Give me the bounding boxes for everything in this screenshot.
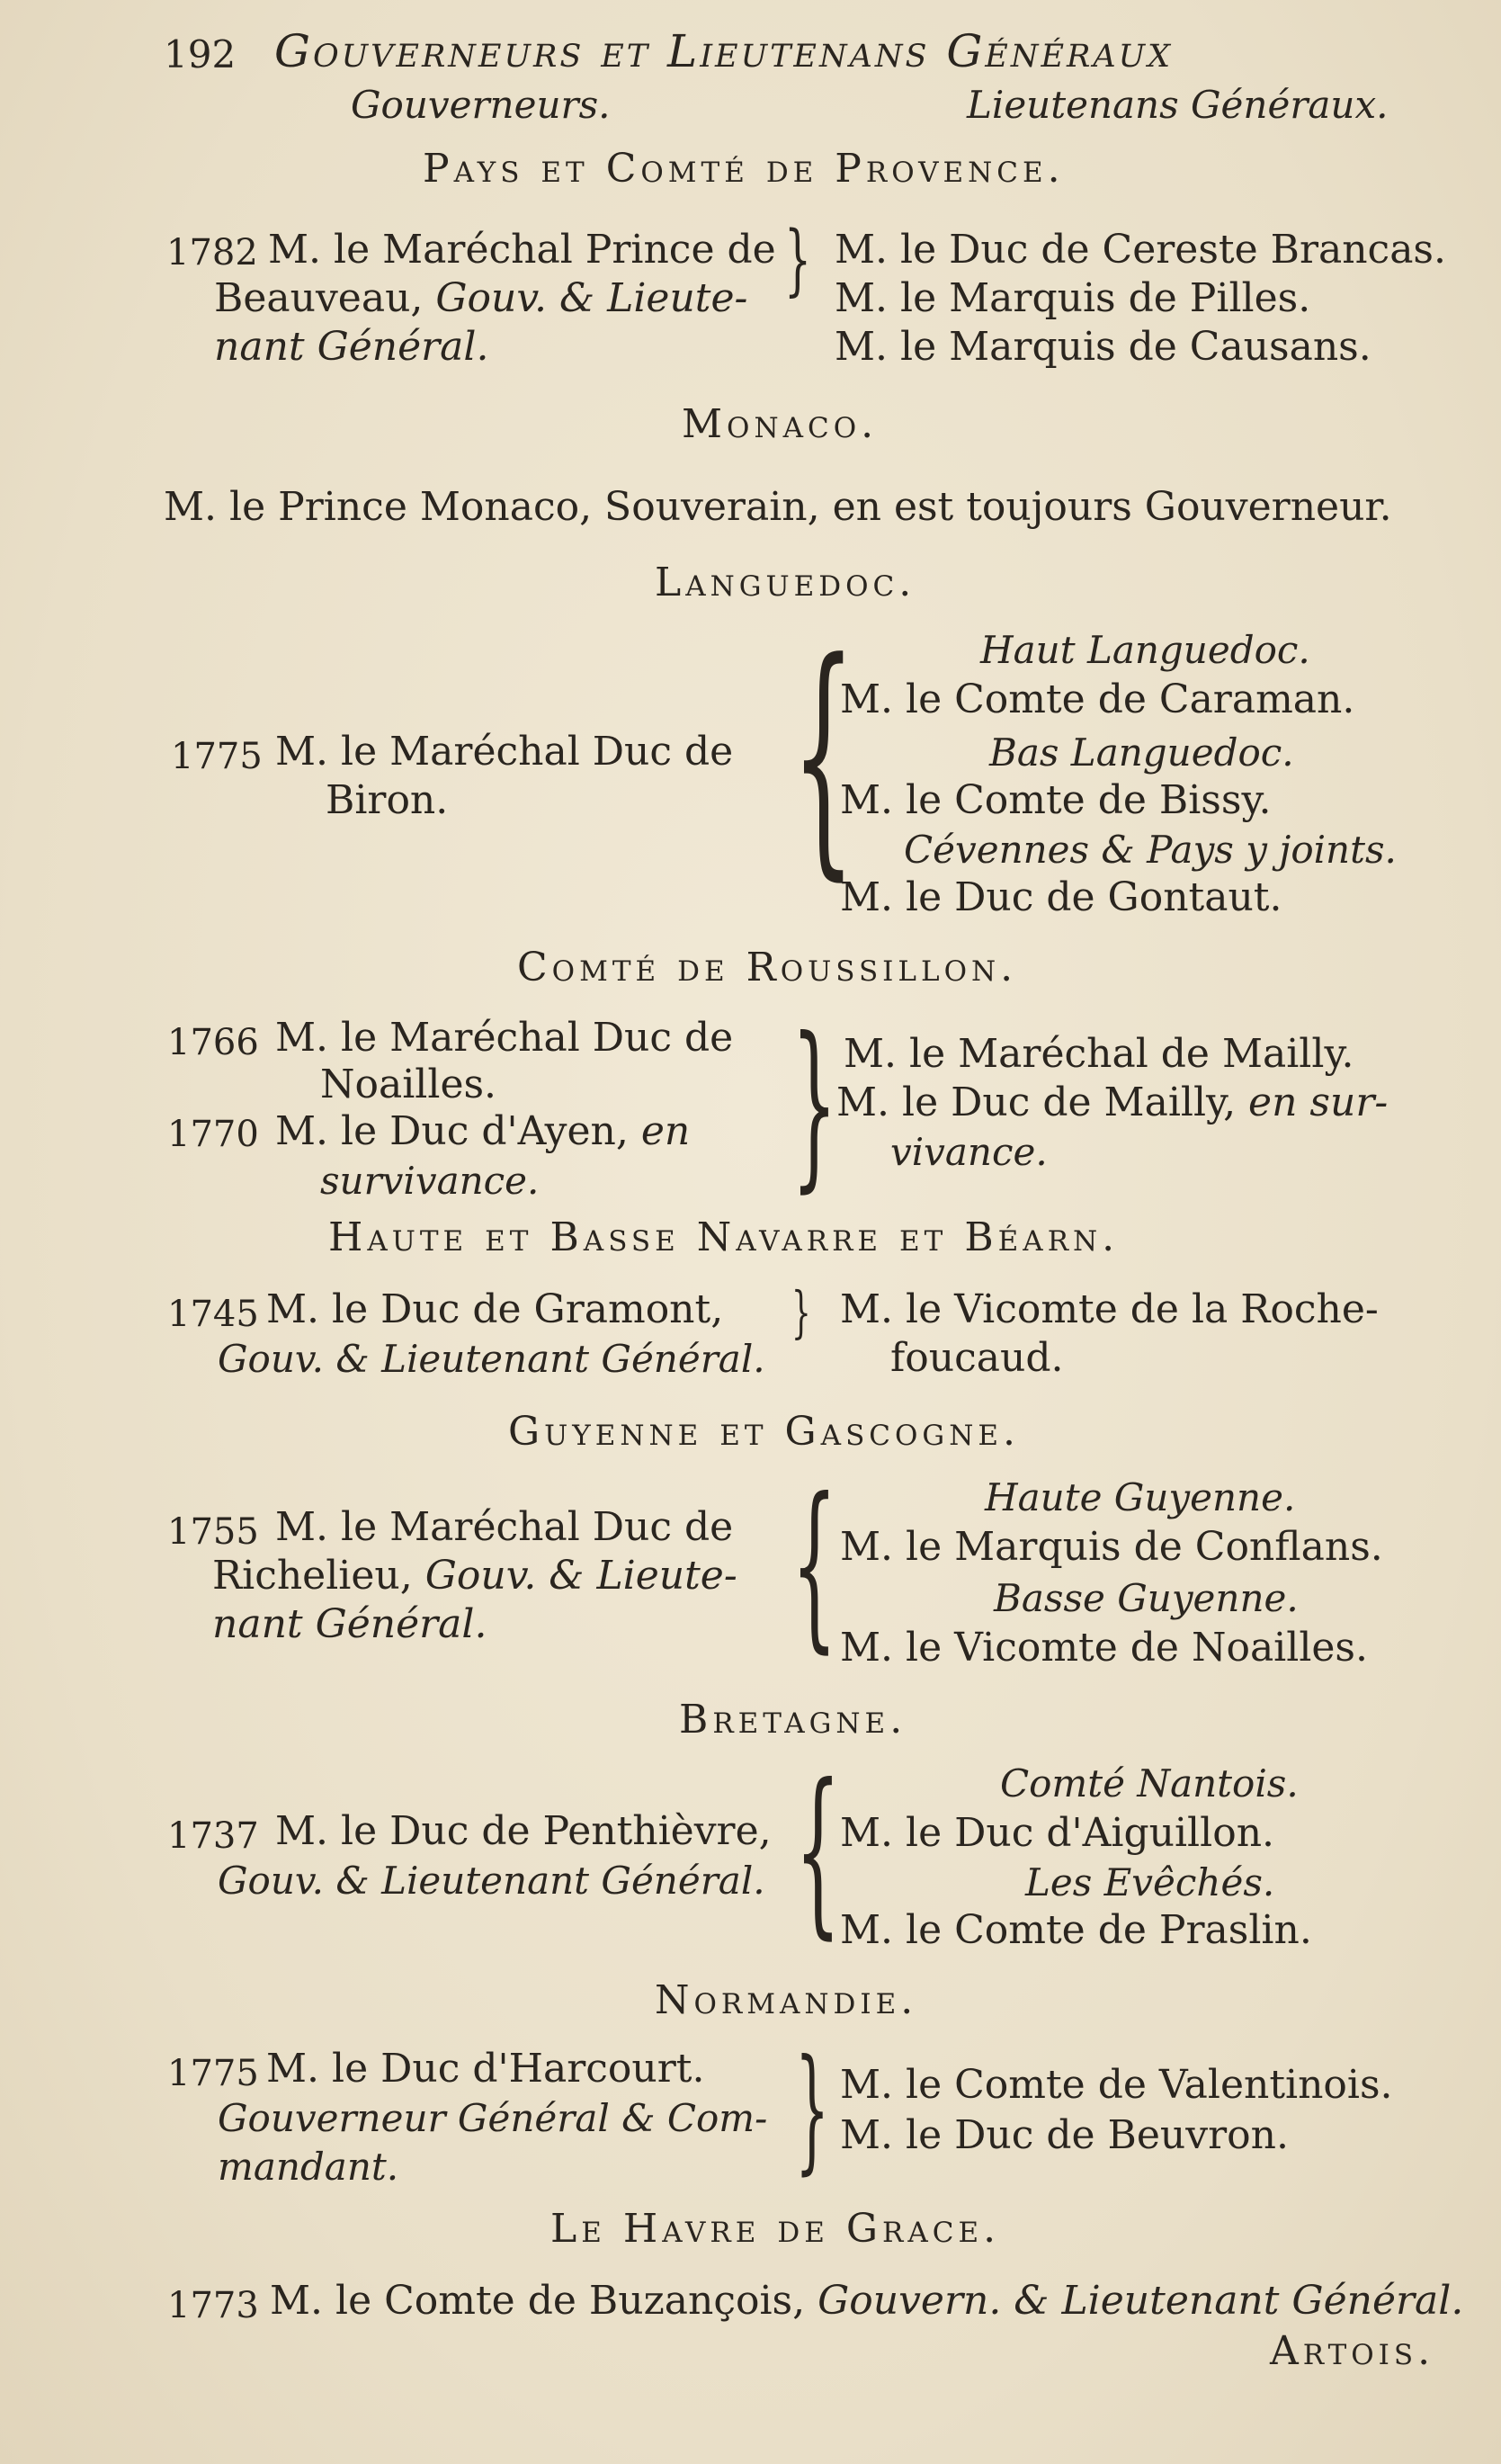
- governor-bretagne-line1: M. le Duc de Penthièvre,: [275, 1808, 772, 1854]
- governor-guyenne-title: Gouv. & Lieute-: [424, 1553, 737, 1599]
- year-havre: 1773: [167, 2285, 259, 2326]
- subregion-cevennes: Cévennes & Pays y joints.: [904, 828, 1397, 872]
- brace-guyenne: {: [791, 1460, 837, 1670]
- brace-navarre: }: [791, 1279, 811, 1345]
- lieutenant-roussillon-2: M. le Duc de Mailly,: [836, 1080, 1249, 1125]
- year-roussillon-1: 1766: [167, 1022, 259, 1063]
- lieutenant-normandie-1: M. le Comte de Valentinois.: [840, 2062, 1393, 2108]
- subregion-basse-guyenne: Basse Guyenne.: [994, 1576, 1299, 1620]
- page-title: Gouverneurs et Lieutenans Généraux: [274, 25, 1174, 77]
- lieutenant-guyenne-1: M. le Marquis de Conflans.: [840, 1524, 1383, 1570]
- column-label-left: Gouverneurs.: [351, 83, 611, 127]
- governor-languedoc-line1: M. le Maréchal Duc de: [275, 729, 734, 775]
- brace-languedoc: {: [791, 609, 856, 902]
- year-normandie: 1775: [167, 2053, 259, 2094]
- section-title-normandie: Normandie.: [655, 1977, 918, 2023]
- catchword: Artois.: [1270, 2328, 1435, 2374]
- year-navarre: 1745: [167, 1294, 259, 1335]
- section-title-provence: Pays et Comté de Provence.: [423, 146, 1065, 192]
- section-title-languedoc: Languedoc.: [655, 560, 916, 605]
- governor-roussillon-2-line2: survivance.: [320, 1159, 540, 1203]
- subregion-haute-guyenne: Haute Guyenne.: [985, 1475, 1296, 1519]
- brace-roussillon: }: [791, 999, 837, 1209]
- lieutenant-roussillon-2-en-sur: en sur-: [1248, 1080, 1389, 1125]
- lieutenant-guyenne-2: M. le Vicomte de Noailles.: [840, 1625, 1368, 1671]
- governor-havre-title: Gouvern. & Lieutenant Général.: [818, 2278, 1464, 2324]
- governor-guyenne-line2: Richelieu,: [212, 1553, 425, 1599]
- governor-navarre-line1: M. le Duc de Gramont,: [266, 1286, 724, 1332]
- column-label-right: Lieutenans Généraux.: [967, 83, 1389, 127]
- brace-normandie: }: [795, 2031, 830, 2188]
- section-title-bretagne: Bretagne.: [679, 1697, 907, 1743]
- section-title-roussillon: Comté de Roussillon.: [517, 945, 1018, 990]
- monaco-text: M. le Prince Monaco, Souverain, en est toujours Gouverneur.: [164, 484, 1392, 530]
- lieutenant-bretagne-2: M. le Comte de Praslin.: [840, 1907, 1312, 1953]
- lieutenant-provence-2: M. le Marquis de Pilles.: [835, 275, 1311, 321]
- lieutenant-navarre-line1: M. le Vicomte de la Roche-: [840, 1286, 1379, 1332]
- page-number: 192: [164, 32, 237, 76]
- year-provence: 1782: [166, 232, 258, 273]
- lieutenant-normandie-2: M. le Duc de Beuvron.: [840, 2112, 1289, 2158]
- year-guyenne: 1755: [167, 1511, 259, 1553]
- year-languedoc: 1775: [171, 736, 263, 777]
- section-title-guyenne: Guyenne et Gascogne.: [508, 1409, 1020, 1455]
- governor-languedoc-line2: Biron.: [326, 777, 449, 823]
- governor-roussillon-1-line1: M. le Maréchal Duc de: [275, 1015, 734, 1061]
- governor-normandie-line1: M. le Duc d'Harcourt.: [266, 2046, 705, 2092]
- governor-normandie-line2: Gouverneur Général & Com-: [218, 2096, 768, 2140]
- lieutenant-provence-1: M. le Duc de Cereste Brancas.: [835, 227, 1447, 273]
- subregion-haut-languedoc: Haut Languedoc.: [980, 628, 1310, 672]
- governor-guyenne-line1: M. le Maréchal Duc de: [275, 1504, 734, 1550]
- year-bretagne: 1737: [167, 1815, 259, 1857]
- governor-roussillon-1-line2: Noailles.: [320, 1062, 497, 1107]
- section-title-navarre: Haute et Basse Navarre et Béarn.: [328, 1214, 1120, 1260]
- governor-havre: M. le Comte de Buzançois,: [270, 2278, 818, 2324]
- governor-provence-line2: Beauveau,: [214, 275, 436, 321]
- governor-guyenne-line3: nant Général.: [212, 1601, 487, 1647]
- governor-provence-title: Gouv. & Lieute-: [435, 275, 748, 321]
- year-roussillon-2: 1770: [167, 1114, 259, 1155]
- governor-provence-line3: nant Général.: [214, 324, 489, 370]
- lieutenant-bretagne-1: M. le Duc d'Aiguillon.: [840, 1810, 1275, 1856]
- brace-provence: }: [784, 215, 812, 305]
- lieutenant-languedoc-2: M. le Comte de Bissy.: [840, 777, 1272, 823]
- governor-bretagne-line2: Gouv. & Lieutenant Général.: [218, 1859, 765, 1903]
- brace-bretagne: {: [795, 1746, 841, 1956]
- governor-normandie-line3: mandant.: [218, 2145, 399, 2189]
- subregion-les-eveches: Les Evêchés.: [1025, 1860, 1275, 1904]
- subregion-comte-nantois: Comté Nantois.: [1000, 1761, 1299, 1805]
- section-title-monaco: Monaco.: [682, 401, 879, 447]
- lieutenant-languedoc-1: M. le Comte de Caraman.: [840, 676, 1355, 722]
- lieutenant-roussillon-2-vivance: vivance.: [890, 1130, 1048, 1174]
- governor-navarre-line2: Gouv. & Lieutenant Général.: [218, 1337, 765, 1381]
- subregion-bas-languedoc: Bas Languedoc.: [989, 730, 1294, 775]
- governor-roussillon-2-line1: M. le Duc d'Ayen,: [275, 1108, 641, 1154]
- lieutenant-navarre-line2: foucaud.: [890, 1335, 1064, 1381]
- lieutenant-languedoc-3: M. le Duc de Gontaut.: [840, 874, 1282, 920]
- governor-provence-line1: M. le Maréchal Prince de: [268, 227, 776, 273]
- lieutenant-provence-3: M. le Marquis de Causans.: [835, 324, 1371, 370]
- lieutenant-roussillon-1: M. le Maréchal de Mailly.: [844, 1031, 1354, 1077]
- governor-roussillon-2-en: en: [640, 1108, 691, 1154]
- section-title-havre: Le Havre de Grace.: [550, 2206, 1001, 2252]
